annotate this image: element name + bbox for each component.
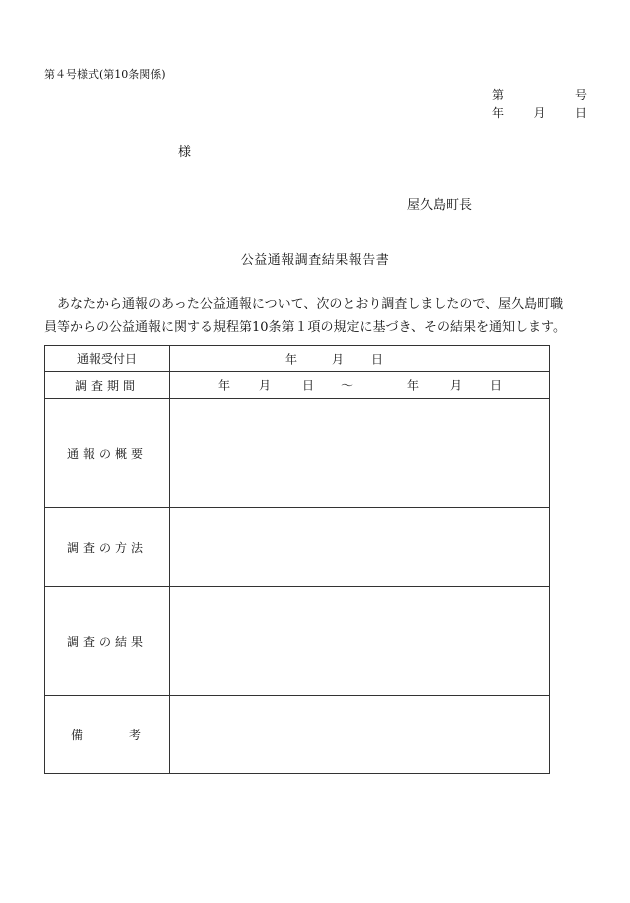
investigation-period-label: 調査期間	[45, 372, 170, 399]
table-row-result	[45, 587, 550, 696]
investigation-period-value[interactable]	[170, 372, 550, 399]
receipt-date-label: 通報受付日	[45, 346, 170, 372]
remarks-field[interactable]	[170, 696, 550, 774]
period-end-month-label: 月	[450, 378, 463, 393]
number-suffix: 号	[574, 88, 587, 102]
period-start-year-label: 年	[218, 378, 231, 393]
table-row-remarks	[45, 696, 550, 774]
method-label: 調査の方法	[45, 508, 170, 587]
receipt-month-label: 月	[332, 352, 345, 366]
result-field[interactable]	[170, 587, 550, 696]
document-number-line	[492, 86, 587, 103]
date-month-label: 月	[533, 106, 546, 120]
table-row-receipt-date	[45, 346, 550, 372]
body-line-2: 員等からの公益通報に関する規程第10条第１項の規定に基づき、その結果を通知します。	[44, 320, 566, 335]
table-row-investigation-period	[45, 372, 550, 399]
period-end-day-label: 日	[490, 378, 503, 393]
period-end-year-label: 年	[407, 378, 420, 393]
summary-field[interactable]	[170, 399, 550, 508]
summary-label: 通報の概要	[45, 399, 170, 508]
document-title: 公益通報調査結果報告書	[240, 253, 390, 268]
receipt-day-label: 日	[371, 352, 384, 366]
period-start-month-label: 月	[259, 378, 272, 393]
receipt-date-value[interactable]	[170, 346, 550, 372]
period-tilde: ～	[341, 378, 354, 393]
document-date-line	[492, 104, 587, 121]
remarks-label-char-2: 考	[128, 728, 141, 742]
remarks-label	[45, 696, 170, 774]
addressee-honorific: 様	[178, 145, 192, 160]
period-start-day-label: 日	[302, 378, 315, 393]
date-day-label: 日	[574, 106, 587, 120]
number-prefix: 第	[492, 88, 505, 102]
receipt-year-label: 年	[285, 352, 298, 366]
body-paragraph	[44, 293, 594, 339]
sender-title: 屋久島町長	[407, 198, 473, 213]
form-reference: 第４号様式(第10条関係)	[44, 68, 166, 81]
body-line-1: あなたから通報のあった公益通報について、次のとおり調査しましたので、屋久島町職	[57, 297, 564, 312]
remarks-label-char-1: 備	[71, 728, 84, 742]
method-field[interactable]	[170, 508, 550, 587]
date-year-label: 年	[492, 106, 505, 120]
table-row-method	[45, 508, 550, 587]
result-label: 調査の結果	[45, 587, 170, 696]
report-table	[44, 345, 550, 774]
table-row-summary	[45, 399, 550, 508]
